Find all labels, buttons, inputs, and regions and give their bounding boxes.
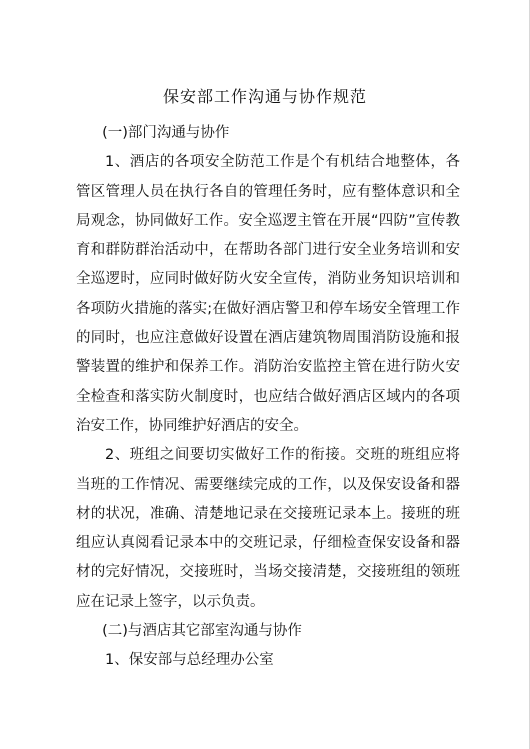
document-body (76, 119, 460, 676)
paragraph-3: 1、保安部与总经理办公室 (105, 652, 274, 669)
paragraph-2: 2、班组之间要切实做好工作的衔接。交班的班组应将当班的工作情况、需要继续完成的工作，以及保安设备和器材的状况，准确、清楚地记录在交接班记录本上。接班的班组应认真阅看记录本中的交班记录，仔细检查保安设备和器材的完好情况，交接班时，当场交接清楚，交接班组的领班应在记录上签字，以示负责。 (76, 447, 460, 610)
section-heading-2: (二)与酒店其它部室沟通与协作 (102, 623, 302, 640)
paragraph-1: 1、酒店的各项安全防范工作是个有机结合地整体，各管区管理人员在执行各自的管理任务时，应有整体意识和全局观念，协同做好工作。安全巡逻主管在开展“四防”宣传教育和群防群治活动中，在帮助各部门进行安全业务培训和安全巡逻时，应同时做好防火安全宣传，消防业务知识培训和各项防火措施的落实;在做好酒店警卫和停车场安全管理工作的同时，也应注意做好设置在酒店建筑物周围消防设施和报警装置的维护和保养工作。消防治安监控主管在进行防火安全检查和落实防火制度时，也应结合做好酒店区域内的各项治安工作，协同维护好酒店的安全。 (76, 154, 460, 434)
section-heading-1: (一)部门沟通与协作 (102, 125, 230, 141)
document-title: 保安部工作沟通与协作规范 (162, 87, 367, 106)
